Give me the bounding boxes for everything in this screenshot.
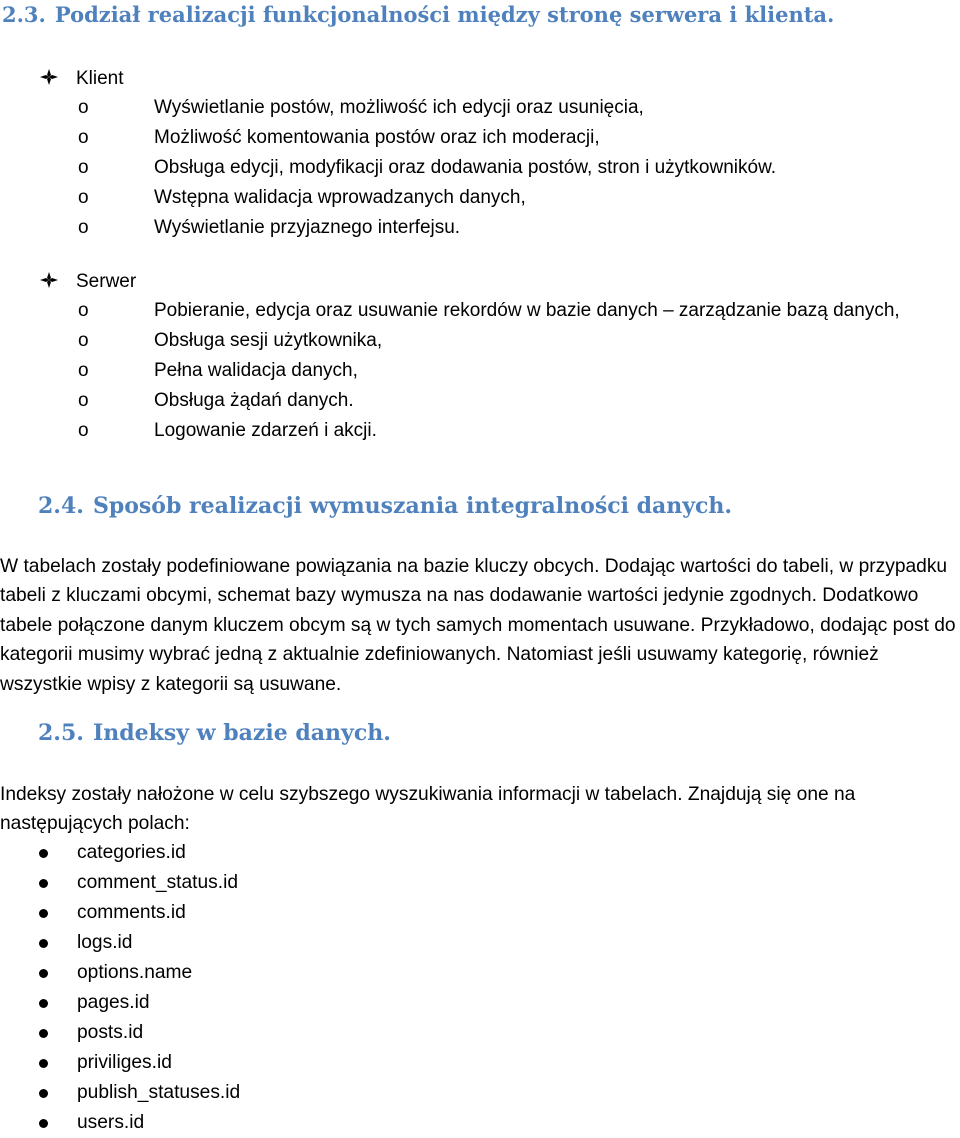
list-item bbox=[38, 988, 240, 1018]
list-item-text: Pełna walidacja danych, bbox=[154, 360, 358, 381]
diamond-bullet-icon bbox=[38, 68, 60, 86]
section-number: 2.3. bbox=[2, 2, 46, 27]
list-item bbox=[78, 296, 938, 326]
circle-bullet-marker: o bbox=[78, 330, 89, 351]
section-title: Podział realizacji funkcjonalności między stronę serwera i klienta. bbox=[54, 2, 835, 27]
round-bullet-icon bbox=[39, 909, 48, 918]
circle-bullet-marker: o bbox=[78, 187, 89, 208]
circle-bullet-marker: o bbox=[78, 420, 89, 441]
round-bullet-icon bbox=[39, 1059, 48, 1068]
circle-bullet-marker: o bbox=[78, 300, 89, 321]
list-item bbox=[38, 868, 240, 898]
field-name: logs.id bbox=[77, 932, 133, 953]
section-number: 2.5. bbox=[38, 720, 84, 746]
list-item-text: Obsługa sesji użytkownika, bbox=[154, 330, 383, 351]
circle-bullet-marker: o bbox=[78, 390, 89, 411]
section-heading-2-5 bbox=[38, 720, 391, 746]
index-fields-list bbox=[38, 838, 240, 1138]
diamond-bullet-icon bbox=[38, 271, 60, 289]
list-item-text: Wyświetlanie przyjaznego interfejsu. bbox=[154, 217, 461, 238]
list-item bbox=[78, 326, 938, 356]
list-item-text: Logowanie zdarzeń i akcji. bbox=[154, 420, 377, 441]
field-name: posts.id bbox=[77, 1022, 144, 1043]
circle-bullet-marker: o bbox=[78, 157, 89, 178]
list-item bbox=[38, 1048, 240, 1078]
list-item-text: Obsługa edycji, modyfikacji oraz dodawania postów, stron i użytkowników. bbox=[154, 157, 777, 178]
round-bullet-icon bbox=[39, 879, 48, 888]
section-heading-2-3 bbox=[2, 2, 834, 27]
circle-bullet-marker: o bbox=[78, 97, 89, 118]
list-item-text: Pobieranie, edycja oraz usuwanie rekordów w bazie danych – zarządzanie bazą danych, bbox=[154, 300, 900, 321]
round-bullet-icon bbox=[39, 1119, 48, 1128]
integrity-paragraph: W tabelach zostały podefiniowane powiązania na bazie kluczy obcych. Dodając wartości do tabeli, w przypadku tabeli z kluczami obcymi, schemat bazy wymusza na nas dodawanie wartości jedynie zgodnych. Dodatkowo tabele połączone danym kluczem obcym są w tych samych momentach usuwane. Przykładowo, dodając post do kategorii musimy wybrać jedną z aktualnie zdefiniowanych. Natomiast jeśli usuwamy kategorię, również wszystkie wpisy z kategorii są usuwane. bbox=[0, 556, 956, 695]
field-name: priviliges.id bbox=[77, 1052, 172, 1073]
field-name: comments.id bbox=[77, 902, 186, 923]
list-item bbox=[78, 213, 938, 243]
client-label: Klient bbox=[76, 68, 124, 89]
list-item bbox=[78, 183, 938, 213]
list-item bbox=[78, 356, 938, 386]
list-item bbox=[38, 958, 240, 988]
list-item bbox=[38, 1018, 240, 1048]
list-item bbox=[78, 153, 938, 183]
field-name: users.id bbox=[77, 1112, 145, 1133]
client-subheading bbox=[38, 68, 124, 90]
section-title: Indeksy w bazie danych. bbox=[92, 720, 391, 746]
circle-bullet-marker: o bbox=[78, 360, 89, 381]
server-subheading bbox=[38, 271, 136, 293]
server-list bbox=[78, 296, 938, 446]
circle-bullet-marker: o bbox=[78, 127, 89, 148]
client-list bbox=[78, 93, 938, 243]
list-item-text: Możliwość komentowania postów oraz ich moderacji, bbox=[154, 127, 600, 148]
list-item-text: Wstępna walidacja wprowadzanych danych, bbox=[154, 187, 526, 208]
list-item bbox=[78, 386, 938, 416]
indexes-paragraph: Indeksy zostały nałożone w celu szybszego wyszukiwania informacji w tabelach. Znajdują się one na następujących polach: bbox=[0, 784, 856, 835]
round-bullet-icon bbox=[39, 969, 48, 978]
section-heading-2-4 bbox=[38, 493, 732, 519]
round-bullet-icon bbox=[39, 849, 48, 858]
list-item-text: Obsługa żądań danych. bbox=[154, 390, 354, 411]
section-number: 2.4. bbox=[38, 493, 84, 519]
list-item-text: Wyświetlanie postów, możliwość ich edycji oraz usunięcia, bbox=[154, 97, 644, 118]
round-bullet-icon bbox=[39, 1089, 48, 1098]
list-item bbox=[78, 93, 938, 123]
list-item bbox=[38, 1078, 240, 1108]
list-item bbox=[78, 123, 938, 153]
field-name: categories.id bbox=[77, 842, 186, 863]
list-item bbox=[38, 928, 240, 958]
round-bullet-icon bbox=[39, 939, 48, 948]
field-name: comment_status.id bbox=[77, 872, 239, 893]
list-item bbox=[38, 898, 240, 928]
list-item bbox=[78, 416, 938, 446]
circle-bullet-marker: o bbox=[78, 217, 89, 238]
section-title: Sposób realizacji wymuszania integralności danych. bbox=[92, 493, 733, 519]
server-label: Serwer bbox=[76, 271, 137, 292]
round-bullet-icon bbox=[39, 999, 48, 1008]
field-name: options.name bbox=[77, 962, 193, 983]
round-bullet-icon bbox=[39, 1029, 48, 1038]
field-name: pages.id bbox=[77, 992, 150, 1013]
field-name: publish_statuses.id bbox=[77, 1082, 241, 1103]
list-item bbox=[38, 838, 240, 868]
